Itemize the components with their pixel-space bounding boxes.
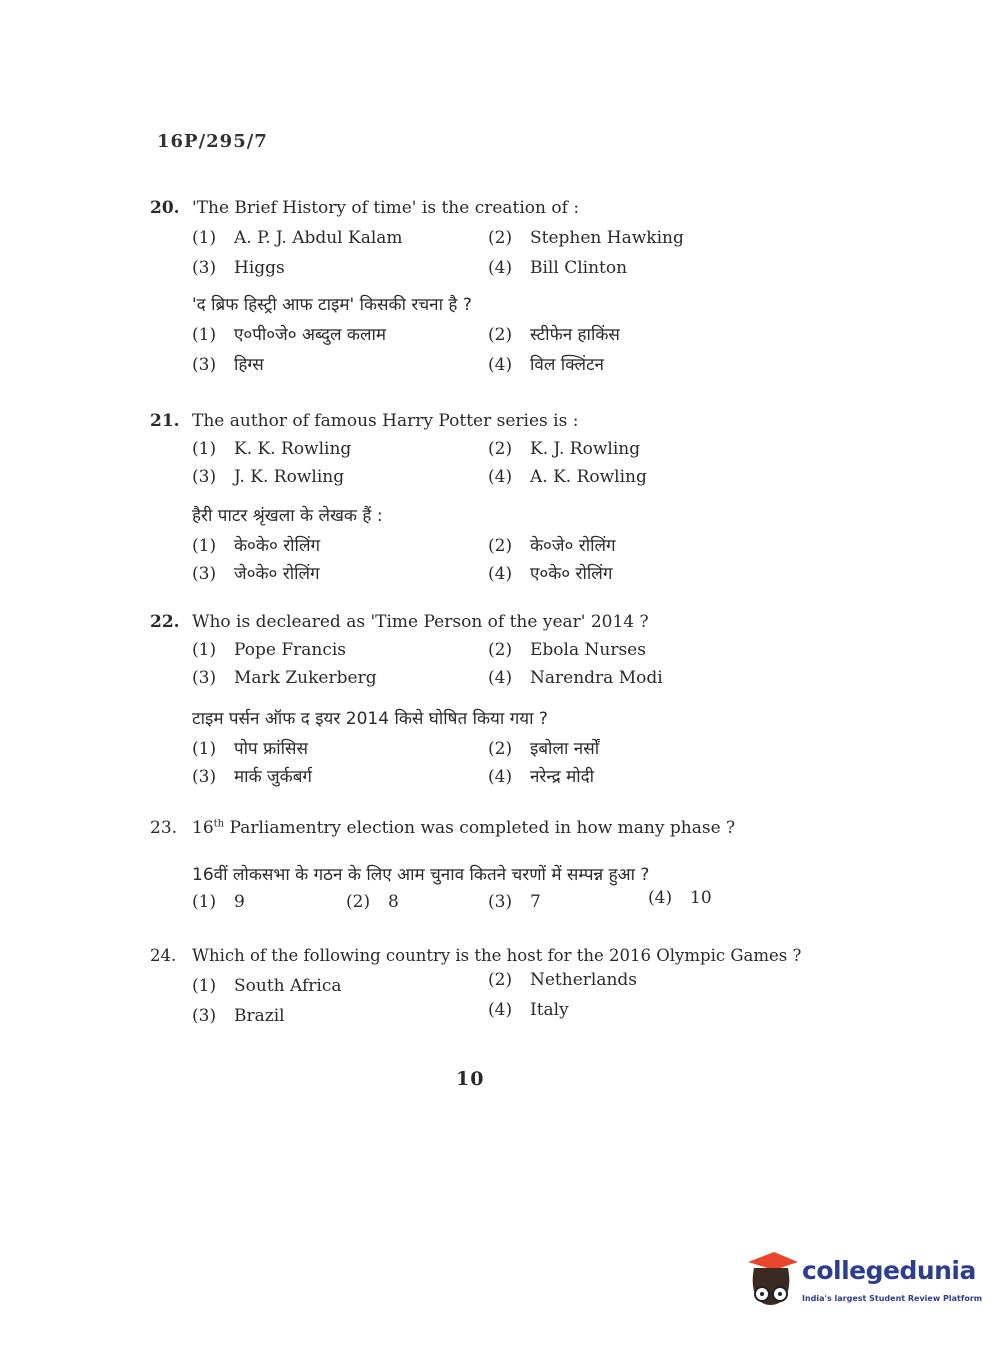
- option-4: (4) 10: [648, 887, 712, 908]
- question-text-hi: टाइम पर्सन ऑफ द इयर 2014 किसे घोषित किया गया ?: [192, 709, 548, 729]
- option-3: (3) जे०के० रोलिंग: [192, 564, 320, 584]
- mascot-icon: [740, 1248, 802, 1318]
- option-2: (2) Ebola Nurses: [488, 640, 646, 660]
- question-text-en: 16th Parliamentry election was completed in how many phase ?: [192, 817, 736, 838]
- option-2: (2) K. J. Rowling: [488, 439, 641, 459]
- option-1: (1) Pope Francis: [192, 640, 347, 660]
- option-1: (1) K. K. Rowling: [192, 439, 352, 459]
- question-20: [150, 196, 850, 382]
- options-hi: [192, 322, 850, 382]
- option-4: (4) नरेन्द्र मोदी: [488, 767, 595, 787]
- option-1: (1) South Africa: [192, 976, 342, 996]
- option-2: (2) Netherlands: [488, 970, 638, 990]
- question-24: [150, 944, 850, 1036]
- page-number: 10: [456, 1068, 485, 1090]
- option-4: (4) Italy: [488, 1000, 569, 1020]
- option-1: (1) ए०पी०जे० अब्दुल कलाम: [192, 325, 387, 345]
- option-2: (2) Stephen Hawking: [488, 228, 684, 248]
- option-3: (3) 7: [488, 891, 541, 912]
- question-number: 21.: [150, 411, 180, 431]
- option-1: (1) 9: [192, 891, 245, 912]
- question-number: 23.: [150, 817, 178, 838]
- option-3: (3) मार्क जुर्कबर्ग: [192, 767, 312, 787]
- option-2: (2) के०जे० रोलिंग: [488, 536, 616, 556]
- options-en: [192, 640, 850, 700]
- question-text-en: Who is decleared as 'Time Person of the year' 2014 ?: [192, 612, 649, 632]
- question-text-en: 'The Brief History of time' is the creation of :: [192, 198, 580, 218]
- options-en: [192, 439, 850, 499]
- option-2: (2) इबोला नर्सों: [488, 739, 600, 759]
- option-2: (2) 8: [346, 891, 399, 912]
- question-text-en: Which of the following country is the host for the 2016 Olympic Games ?: [192, 946, 802, 965]
- option-3: (3) Higgs: [192, 258, 285, 278]
- option-3: (3) हिग्स: [192, 355, 264, 375]
- question-text-en: The author of famous Harry Potter series is :: [192, 411, 579, 431]
- question-text-hi: हैरी पाटर श्रृंखला के लेखक हैं :: [192, 506, 383, 526]
- question-text-hi: 'द ब्रिफ हिस्ट्री आफ टाइम' किसकी रचना है ?: [192, 295, 472, 315]
- options: [192, 887, 850, 922]
- question-number: 22.: [150, 612, 180, 632]
- options-en: [192, 228, 850, 288]
- question-number: 20.: [150, 198, 180, 218]
- question-22: [150, 610, 850, 796]
- option-3: (3) Mark Zukerberg: [192, 668, 377, 688]
- question-text-hi: 16वीं लोकसभा के गठन के लिए आम चुनाव कितने चरणों में सम्पन्न हुआ ?: [192, 864, 650, 885]
- option-4: (4) A. K. Rowling: [488, 467, 647, 487]
- option-2: (2) स्टीफेन हाकिंस: [488, 325, 620, 345]
- option-1: (1) A. P. J. Abdul Kalam: [192, 228, 403, 248]
- option-3: (3) J. K. Rowling: [192, 467, 345, 487]
- option-4: (4) Bill Clinton: [488, 258, 628, 278]
- option-4: (4) ए०के० रोलिंग: [488, 564, 613, 584]
- options-en: [192, 970, 850, 1036]
- option-3: (3) Brazil: [192, 1006, 285, 1026]
- logo-tagline: India's largest Student Review Platform: [802, 1294, 983, 1303]
- options-hi: [192, 533, 850, 593]
- paper-code: 16P/295/7: [157, 131, 268, 152]
- option-1: (1) के०के० रोलिंग: [192, 536, 321, 556]
- question-number: 24.: [150, 946, 177, 965]
- question-21: [150, 409, 850, 593]
- options-hi: [192, 736, 850, 796]
- question-23: [150, 812, 850, 922]
- collegedunia-logo: [740, 1248, 983, 1318]
- option-4: (4) विल क्लिंटन: [488, 355, 604, 375]
- logo-wordmark: collegedunia: [802, 1256, 976, 1285]
- option-4: (4) Narendra Modi: [488, 668, 663, 688]
- option-1: (1) पोप फ्रांसिस: [192, 739, 309, 759]
